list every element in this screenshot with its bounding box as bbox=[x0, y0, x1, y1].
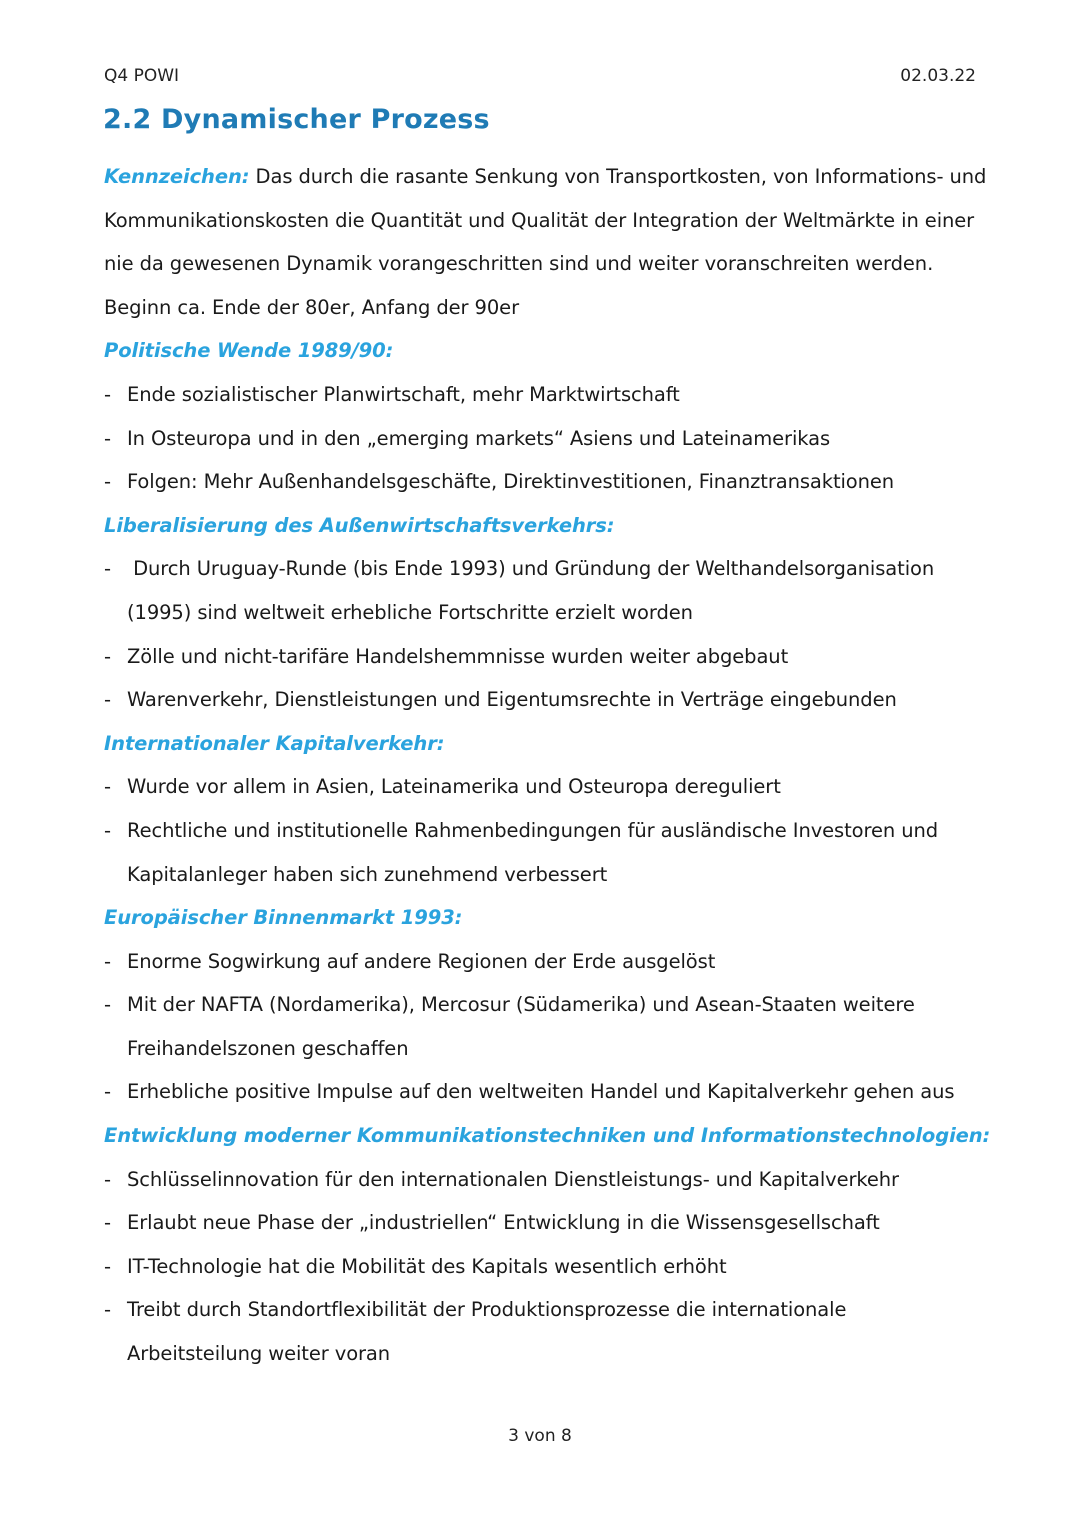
bullet-item bbox=[104, 417, 984, 461]
bullet-item bbox=[104, 1158, 984, 1202]
bullet-dash: - bbox=[104, 775, 111, 799]
bullet-continuation: Kapitalanleger haben sich zunehmend verbessert bbox=[127, 862, 608, 886]
bullet-dash: - bbox=[104, 1254, 111, 1278]
bullet-item bbox=[104, 373, 984, 417]
bullet-item bbox=[104, 547, 984, 591]
page-title: 2.2 Dynamischer Prozess bbox=[103, 104, 490, 135]
bullet-text: Enorme Sogwirkung auf andere Regionen der Erde ausgelöst bbox=[127, 949, 716, 973]
bullet-dash: - bbox=[104, 1298, 111, 1322]
bullet-dash: - bbox=[104, 1080, 111, 1104]
bullet-item bbox=[104, 678, 984, 722]
bullet-text: Durch Uruguay-Runde (bis Ende 1993) und Gründung der Welthandelsorganisation bbox=[127, 557, 935, 581]
bullet-dash: - bbox=[104, 818, 111, 842]
bullet-dash: - bbox=[104, 1211, 111, 1235]
bullet-item bbox=[104, 809, 984, 853]
header-course: Q4 POWI bbox=[104, 66, 180, 86]
bullet-text: Ende sozialistischer Planwirtschaft, mehr Marktwirtschaft bbox=[127, 382, 680, 406]
header-date: 02.03.22 bbox=[900, 66, 976, 86]
document-body bbox=[104, 155, 991, 1376]
bullet-text: Treibt durch Standortflexibilität der Produktionsprozesse die internationale bbox=[127, 1298, 847, 1322]
bullet-continuation: Arbeitsteilung weiter voran bbox=[127, 1342, 391, 1366]
bullet-text: Warenverkehr, Dienstleistungen und Eigentumsrechte in Verträge eingebunden bbox=[127, 688, 897, 712]
bullet-text: Zölle und nicht-tarifäre Handelshemmnisse wurden weiter abgebaut bbox=[127, 644, 789, 668]
intro-text: Das durch die rasante Senkung von Transportkosten, von Informations- und bbox=[249, 165, 987, 188]
bullet-item bbox=[104, 1245, 984, 1289]
bullet-dash: - bbox=[104, 993, 111, 1017]
bullet-text: In Osteuropa und in den „emerging markets“ Asiens und Lateinamerikas bbox=[127, 426, 831, 450]
section-heading: Liberalisierung des Außenwirtschaftsverkehrs: bbox=[104, 513, 615, 537]
bullet-text: Mit der NAFTA (Nordamerika), Mercosur (Südamerika) und Asean-Staaten weitere bbox=[127, 993, 915, 1017]
intro-label: Kennzeichen: bbox=[104, 165, 250, 188]
bullet-text: Rechtliche und institutionelle Rahmenbedingungen für ausländische Investoren und bbox=[127, 818, 939, 842]
section-heading: Europäischer Binnenmarkt 1993: bbox=[104, 906, 463, 930]
bullet-dash: - bbox=[104, 688, 111, 712]
bullet-dash: - bbox=[104, 1167, 111, 1191]
section-heading: Internationaler Kapitalverkehr: bbox=[104, 731, 445, 755]
section-heading: Entwicklung moderner Kommunikationstechniken und Informationstechnologien: bbox=[104, 1124, 991, 1148]
intro-line: Kommunikationskosten die Quantität und Qualität der Integration der Weltmärkte in einer bbox=[104, 208, 975, 232]
bullet-text: Wurde vor allem in Asien, Lateinamerika und Osteuropa dereguliert bbox=[127, 775, 781, 799]
bullet-item bbox=[104, 460, 984, 504]
intro-line: nie da gewesenen Dynamik vorangeschritten sind und weiter voranschreiten werden. bbox=[104, 252, 934, 276]
bullet-dash: - bbox=[104, 949, 111, 973]
bullet-item bbox=[104, 1288, 984, 1332]
bullet-dash: - bbox=[104, 557, 111, 581]
bullet-text: Erlaubt neue Phase der „industriellen“ Entwicklung in die Wissensgesellschaft bbox=[127, 1211, 880, 1235]
bullet-item bbox=[104, 1070, 984, 1114]
page-number: 3 von 8 bbox=[508, 1426, 572, 1446]
bullet-dash: - bbox=[104, 644, 111, 668]
bullet-text: Schlüsselinnovation für den internationalen Dienstleistungs- und Kapitalverkehr bbox=[127, 1167, 899, 1191]
intro-line bbox=[104, 155, 987, 199]
bullet-item bbox=[104, 635, 984, 679]
bullet-item bbox=[104, 765, 984, 809]
section-heading: Politische Wende 1989/90: bbox=[104, 339, 394, 363]
intro-line: Beginn ca. Ende der 80er, Anfang der 90er bbox=[104, 295, 519, 319]
bullet-dash: - bbox=[104, 470, 111, 494]
bullet-item bbox=[104, 1201, 984, 1245]
bullet-dash: - bbox=[104, 426, 111, 450]
bullet-dash: - bbox=[104, 382, 111, 406]
bullet-continuation: Freihandelszonen geschaffen bbox=[127, 1036, 409, 1060]
sections-container bbox=[104, 329, 991, 1375]
bullet-text: IT-Technologie hat die Mobilität des Kapitals wesentlich erhöht bbox=[127, 1254, 727, 1278]
bullet-item bbox=[104, 983, 984, 1027]
bullet-continuation: (1995) sind weltweit erhebliche Fortschritte erzielt worden bbox=[127, 600, 693, 624]
bullet-text: Erhebliche positive Impulse auf den weltweiten Handel und Kapitalverkehr gehen aus bbox=[127, 1080, 955, 1104]
bullet-item bbox=[104, 940, 984, 984]
bullet-text: Folgen: Mehr Außenhandelsgeschäfte, Direktinvestitionen, Finanztransaktionen bbox=[127, 470, 895, 494]
